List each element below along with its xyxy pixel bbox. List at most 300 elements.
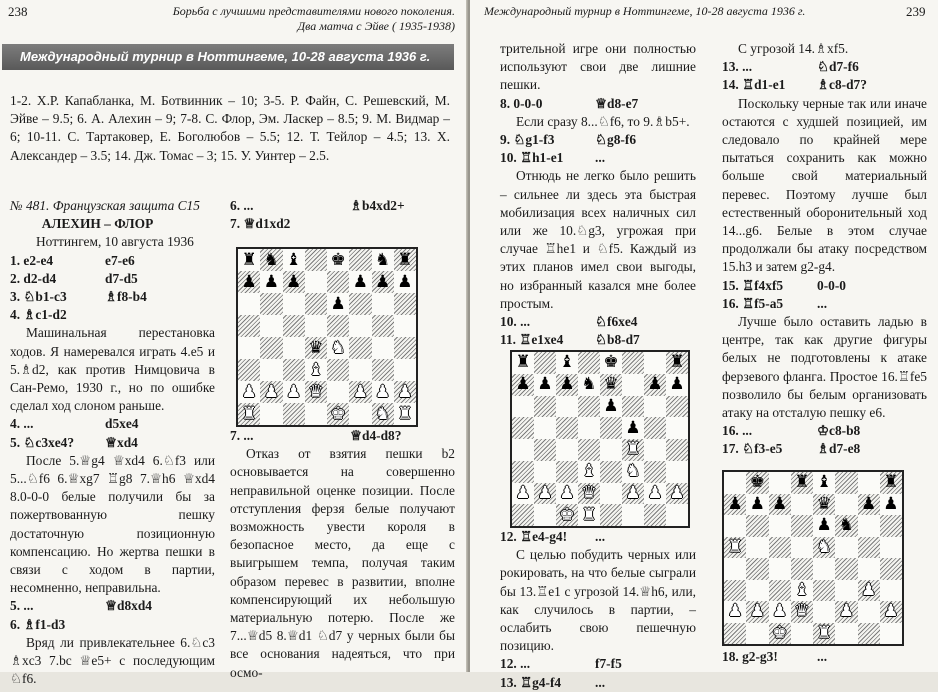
board-square [600, 417, 622, 439]
white-move: 11. ♖e1xe4 [500, 332, 564, 348]
running-header-right: Международный турнир в Ноттингеме, 10-28 августа 1936 г. [484, 4, 806, 18]
black-move: f7-f5 [595, 656, 622, 672]
white-piece-icon: ♟ [537, 482, 553, 503]
black-piece-icon: ♛ [816, 493, 832, 514]
commentary: Машинальная перестановка ходов. Я намеревался играть 4.e5 и 5.♗d2, как против Нимцовича в Сан-Ремо, 1930 г., но по ошибке сделал ход слоном раньше. [10, 325, 215, 414]
white-piece-icon: ♟ [861, 579, 877, 600]
board-square [813, 601, 835, 623]
board-square [534, 352, 556, 374]
board-square [283, 359, 305, 381]
white-piece-icon: ♟ [749, 601, 765, 622]
board-square [644, 504, 666, 526]
move-row [500, 331, 696, 349]
black-move: ♘f6xe4 [595, 314, 638, 330]
board-square [746, 472, 768, 494]
board-square [835, 515, 857, 537]
move-list [10, 415, 215, 451]
board-square [858, 472, 880, 494]
board-square [260, 315, 282, 337]
white-move: 10. ... [500, 314, 531, 330]
board-square [666, 439, 688, 461]
board-square [238, 359, 260, 381]
board-square [880, 601, 902, 623]
board-square [600, 396, 622, 418]
black-piece-icon: ♜ [669, 352, 685, 373]
board-square [769, 537, 791, 559]
board-square [622, 504, 644, 526]
board-square [724, 601, 746, 623]
move-row [500, 95, 696, 113]
board-square [305, 315, 327, 337]
board-square [791, 558, 813, 580]
move-row [10, 616, 215, 634]
page-number-left: 238 [8, 4, 28, 19]
board-square [578, 352, 600, 374]
standings-text: 1-2. Х.Р. Капабланка, М. Ботвинник – 10; 3-5. Р. Файн, С. Решевский, М. Эйве – 9.5; 6. А. Алехин – 9; 7-8. С. Флор, Эм. Ласкер – 8.5; 9. М. Видмар – 6; 10-11. С. Тартаковер, Е. Боголюбов – 5.5; 12. Т. Тейлор – 4.5; 13. Х. Александер – 3.5; 14. Дж. Томас – 3; 15. У. Уинтер – 2.5. [10, 93, 450, 163]
board-square [858, 558, 880, 580]
board-square [858, 515, 880, 537]
move-row [722, 76, 927, 94]
board-square [769, 601, 791, 623]
move-list [230, 197, 455, 233]
move-row [230, 427, 455, 445]
white-move: 15. ♖f4xf5 [722, 277, 784, 293]
board-square [835, 580, 857, 602]
commentary: Вряд ли привлекательнее 6.♘c3 ♗xc3 7.bc ♕e5+ с последующим ♘f6. [10, 634, 215, 687]
black-move: ♕d8xd4 [105, 598, 152, 614]
white-piece-icon: ♞ [625, 461, 641, 482]
move-list [500, 528, 696, 546]
move-row [722, 648, 927, 666]
right-column-2b [722, 648, 927, 666]
board-square [666, 461, 688, 483]
white-piece-icon: ♚ [772, 622, 788, 643]
black-piece-icon: ♟ [647, 374, 663, 395]
white-piece-icon: ♝ [794, 579, 810, 600]
board-square [372, 381, 394, 403]
board-square [835, 558, 857, 580]
board-square [644, 461, 666, 483]
move-row [10, 252, 215, 270]
tournament-banner: Международный турнир в Ноттингеме, 10-28 августа 1936 г. [2, 44, 454, 70]
right-column-1b [500, 528, 696, 692]
board-square [622, 439, 644, 461]
board-square [578, 417, 600, 439]
board-square [327, 381, 349, 403]
black-piece-icon: ♚ [749, 472, 765, 493]
black-piece-icon: ♟ [861, 493, 877, 514]
board-square [556, 439, 578, 461]
black-piece-icon: ♟ [352, 271, 368, 292]
board-square [791, 601, 813, 623]
white-piece-icon: ♚ [559, 504, 575, 525]
header-line-1: Борьба с лучшими представителями нового поколения. [172, 4, 455, 18]
white-piece-icon: ♟ [286, 381, 302, 402]
board-square [394, 403, 416, 425]
board-square [600, 483, 622, 505]
move-row [230, 215, 455, 233]
board-square [283, 315, 305, 337]
white-piece-icon: ♚ [330, 403, 346, 424]
white-move: 7. ♕d1xd2 [230, 216, 291, 232]
white-piece-icon: ♜ [397, 403, 413, 424]
white-move: 12. ... [500, 656, 531, 672]
white-piece-icon: ♟ [647, 482, 663, 503]
board-square [372, 337, 394, 359]
board-square [238, 337, 260, 359]
commentary: С угрозой 14.♗xf5. [738, 41, 849, 56]
black-piece-icon: ♟ [559, 374, 575, 395]
move-list [500, 131, 696, 167]
white-piece-icon: ♟ [727, 601, 743, 622]
board-square [769, 558, 791, 580]
move-row [500, 313, 696, 331]
board-square [835, 494, 857, 516]
white-move: 17. ♘f3-e5 [722, 441, 783, 457]
board-square [534, 374, 556, 396]
white-move: 8. 0-0-0 [500, 95, 543, 111]
board-square [512, 483, 534, 505]
black-piece-icon: ♟ [603, 395, 619, 416]
move-row [722, 422, 927, 440]
black-piece-icon: ♟ [669, 374, 685, 395]
white-move: 18. g2-g3! [722, 649, 778, 664]
board-square [600, 352, 622, 374]
commentary: Отнюдь не легко было решить – сильнее ли здесь эта быстрая мобилизация всех наличных сил или же 10.♘g3, угрожая при случае ♖he1 и ♘f5. Каждый из этих планов имел свои выгоды, но избранный казался мне более простым. [500, 168, 696, 311]
black-piece-icon: ♝ [816, 472, 832, 493]
board-square [372, 403, 394, 425]
black-piece-icon: ♜ [515, 352, 531, 373]
black-move: e7-e6 [105, 252, 135, 268]
board-square [327, 359, 349, 381]
move-row [10, 597, 215, 615]
board-square [238, 249, 260, 271]
black-move: ♗d7-e8 [817, 441, 861, 457]
game-title: № 481. Французская защита С15 [10, 198, 200, 213]
move-list [500, 655, 696, 691]
board-square [622, 352, 644, 374]
white-piece-icon: ♛ [581, 482, 597, 503]
board-square [349, 359, 371, 381]
board-square [578, 504, 600, 526]
board-square [666, 417, 688, 439]
board-square [858, 537, 880, 559]
white-move: 6. ... [230, 198, 254, 213]
board-square [238, 315, 260, 337]
board-square [880, 537, 902, 559]
black-move: ♔c8-b8 [817, 423, 861, 439]
move-list [10, 252, 215, 325]
board-square [600, 439, 622, 461]
board-square [305, 359, 327, 381]
board-square [724, 580, 746, 602]
move-list [230, 427, 455, 445]
white-piece-icon: ♜ [581, 504, 597, 525]
commentary: Отказ от взятия пешки b2 основывается на совершенно неправильной оценке позиции. После отступления ферзя белые получают возможность увести короля в безопасное место, да еще с выигрышем темпа, получая таким образом перевес в развитии, вполне компенсирующий их небольшую материальную потерю. После же 7...♕d5 8.♕d1 ♘d7 у черных были бы все основания надеяться, что при осмо- [230, 446, 455, 680]
commentary: Лучше было оставить ладью в центре, так как другие фигуры белых не подготовлены к атаке ферзевого фланга. Простое 16.♖fe5 позволило бы белым организовать атаку на отсталую пешку e6. [722, 314, 927, 421]
white-move: 4. ... [10, 416, 34, 432]
board-square [534, 461, 556, 483]
board-square [305, 293, 327, 315]
board-square [578, 374, 600, 396]
black-move: 0-0-0 [817, 277, 847, 293]
move-row [722, 277, 927, 295]
board-square [578, 461, 600, 483]
white-move: 14. ♖d1-e1 [722, 77, 786, 93]
board-square [666, 352, 688, 374]
board-square [238, 403, 260, 425]
board-square [578, 439, 600, 461]
board-square [600, 461, 622, 483]
board-square [813, 515, 835, 537]
white-move: 10. ♖h1-e1 [500, 150, 564, 166]
board-square [746, 515, 768, 537]
board-square [666, 396, 688, 418]
white-move: 12. ♖e4-g4! [500, 529, 568, 544]
white-move: 6. ♗f1-d3 [10, 616, 66, 632]
board-square [327, 271, 349, 293]
board-square [769, 580, 791, 602]
board-square [394, 249, 416, 271]
board-square [813, 623, 835, 645]
move-row [10, 270, 215, 288]
black-move: ... [817, 295, 828, 311]
chess-diagram-1 [236, 247, 418, 427]
board-square [260, 249, 282, 271]
black-piece-icon: ♟ [883, 493, 899, 514]
board-square [813, 558, 835, 580]
white-move: 9. ♘g1-f3 [500, 132, 555, 148]
black-piece-icon: ♜ [397, 249, 413, 270]
move-list [722, 58, 927, 94]
commentary: трительной игре они полностью используют свои две лишние пешки. [500, 41, 696, 93]
board-square [858, 580, 880, 602]
game-players: АЛЕХИН – ФЛОР [41, 216, 154, 232]
board-square [791, 580, 813, 602]
board-square [512, 396, 534, 418]
move-row [230, 197, 455, 215]
board-square [835, 623, 857, 645]
black-move: ♕xd4 [105, 434, 138, 450]
board-square [305, 403, 327, 425]
board-square [622, 483, 644, 505]
board-square [372, 249, 394, 271]
board-square [644, 417, 666, 439]
board-square [622, 461, 644, 483]
board-square [556, 504, 578, 526]
board-square [283, 381, 305, 403]
commentary: Если сразу 8...♘f6, то 9.♗b5+. [516, 113, 690, 129]
board-square [349, 403, 371, 425]
white-move: 5. ... [10, 598, 34, 614]
white-piece-icon: ♟ [241, 381, 257, 402]
commentary: Поскольку черные так или иначе остаются с худшей позицией, им следовало по крайней мере пытаться сохранить как можно больше свой материальный перевес. Поэтому лучше был естественный оборонительный ход 14...g6. Белые в этом случае продолжали бы атаку посредством 15.h3 и затем g2-g4. [722, 95, 927, 275]
board-square [880, 580, 902, 602]
board-square [746, 537, 768, 559]
board-square [512, 439, 534, 461]
board-square [556, 417, 578, 439]
board-square [724, 494, 746, 516]
board-square [238, 293, 260, 315]
black-piece-icon: ♚ [330, 249, 346, 270]
white-move: 13. ... [722, 59, 753, 75]
black-move: d5xe4 [105, 416, 139, 432]
black-move: ... [595, 529, 606, 544]
board-square [305, 249, 327, 271]
move-row [10, 415, 215, 433]
board-square [791, 623, 813, 645]
board-square [349, 337, 371, 359]
right-column-2 [722, 40, 927, 459]
board-square [372, 271, 394, 293]
chess-diagram-3 [722, 470, 904, 646]
board-square [746, 601, 768, 623]
board-square [556, 374, 578, 396]
board-square [283, 337, 305, 359]
board-square [644, 396, 666, 418]
black-piece-icon: ♞ [581, 374, 597, 395]
board-square [858, 623, 880, 645]
board-square [327, 293, 349, 315]
board-square [260, 271, 282, 293]
white-piece-icon: ♟ [263, 381, 279, 402]
board-square [622, 396, 644, 418]
black-piece-icon: ♚ [603, 352, 619, 373]
board-square [880, 515, 902, 537]
board-square [769, 472, 791, 494]
board-square [349, 381, 371, 403]
white-piece-icon: ♞ [375, 403, 391, 424]
header-line-2: Два матча с Эйве ( 1935-1938) [297, 19, 455, 33]
move-row [10, 306, 215, 324]
white-piece-icon: ♟ [559, 482, 575, 503]
move-list [500, 313, 696, 349]
white-piece-icon: ♜ [816, 622, 832, 643]
move-row [500, 149, 696, 167]
white-move: 1. e2-e4 [10, 252, 54, 268]
board-square [556, 396, 578, 418]
board-square [769, 623, 791, 645]
move-row [722, 58, 927, 76]
board-square [327, 337, 349, 359]
board-square [835, 537, 857, 559]
board-square [534, 396, 556, 418]
board-square [260, 293, 282, 315]
black-piece-icon: ♟ [263, 271, 279, 292]
board-square [260, 403, 282, 425]
board-square [349, 315, 371, 337]
move-list [10, 597, 215, 633]
board-square [349, 293, 371, 315]
board-square [578, 396, 600, 418]
white-piece-icon: ♟ [515, 482, 531, 503]
white-piece-icon: ♟ [625, 482, 641, 503]
board-square [556, 483, 578, 505]
left-column-2 [230, 197, 455, 233]
black-move: ... [595, 150, 606, 166]
board-square [372, 293, 394, 315]
black-piece-icon: ♛ [308, 337, 324, 358]
board-square [349, 271, 371, 293]
white-piece-icon: ♟ [397, 381, 413, 402]
board-square [746, 558, 768, 580]
board-square [724, 472, 746, 494]
board-square [260, 359, 282, 381]
black-move: ... [817, 649, 828, 664]
board-square [283, 403, 305, 425]
board-square [372, 315, 394, 337]
move-row [500, 131, 696, 149]
black-piece-icon: ♟ [727, 493, 743, 514]
black-piece-icon: ♛ [603, 374, 619, 395]
board-square [327, 403, 349, 425]
board-square [394, 293, 416, 315]
move-row [10, 434, 215, 452]
black-piece-icon: ♟ [749, 493, 765, 514]
move-list [722, 648, 927, 666]
board-square [394, 337, 416, 359]
black-piece-icon: ♜ [241, 249, 257, 270]
board-square [534, 504, 556, 526]
white-piece-icon: ♛ [308, 381, 324, 402]
game-place: Ноттингем, 10 августа 1936 [36, 234, 194, 250]
white-move: 4. ♗c1-d2 [10, 307, 67, 323]
black-piece-icon: ♟ [625, 417, 641, 438]
board-square [534, 439, 556, 461]
board-square [724, 537, 746, 559]
board-square [858, 601, 880, 623]
board-square [813, 472, 835, 494]
black-piece-icon: ♟ [375, 271, 391, 292]
black-move: ♕d8-e7 [595, 95, 639, 111]
white-piece-icon: ♟ [883, 601, 899, 622]
black-piece-icon: ♝ [286, 249, 302, 270]
board-square [394, 381, 416, 403]
white-move: 2. d2-d4 [10, 270, 57, 286]
white-move: 16. ... [722, 423, 753, 439]
board-square [746, 494, 768, 516]
board-square [724, 558, 746, 580]
move-row [722, 440, 927, 458]
white-piece-icon: ♟ [838, 601, 854, 622]
move-row [500, 655, 696, 673]
move-row [722, 295, 927, 313]
page-number-right: 239 [906, 4, 926, 19]
board-square [556, 352, 578, 374]
board-square [666, 483, 688, 505]
left-column-2b [230, 427, 455, 682]
white-piece-icon: ♟ [375, 381, 391, 402]
board-square [305, 337, 327, 359]
white-move: 13. ♖g4-f4 [500, 674, 562, 690]
board-square [283, 293, 305, 315]
board-square [394, 271, 416, 293]
board-square [644, 439, 666, 461]
board-square [666, 374, 688, 396]
black-piece-icon: ♟ [537, 374, 553, 395]
board-square [666, 504, 688, 526]
black-move: ♘d7-f6 [817, 59, 859, 75]
board-square [858, 494, 880, 516]
black-move: ♗f8-b4 [105, 289, 147, 305]
black-piece-icon: ♜ [883, 472, 899, 493]
board-square [283, 271, 305, 293]
board-square [283, 249, 305, 271]
right-column-1 [500, 40, 696, 349]
move-list [722, 422, 927, 458]
move-list [500, 95, 696, 113]
white-piece-icon: ♜ [625, 439, 641, 460]
